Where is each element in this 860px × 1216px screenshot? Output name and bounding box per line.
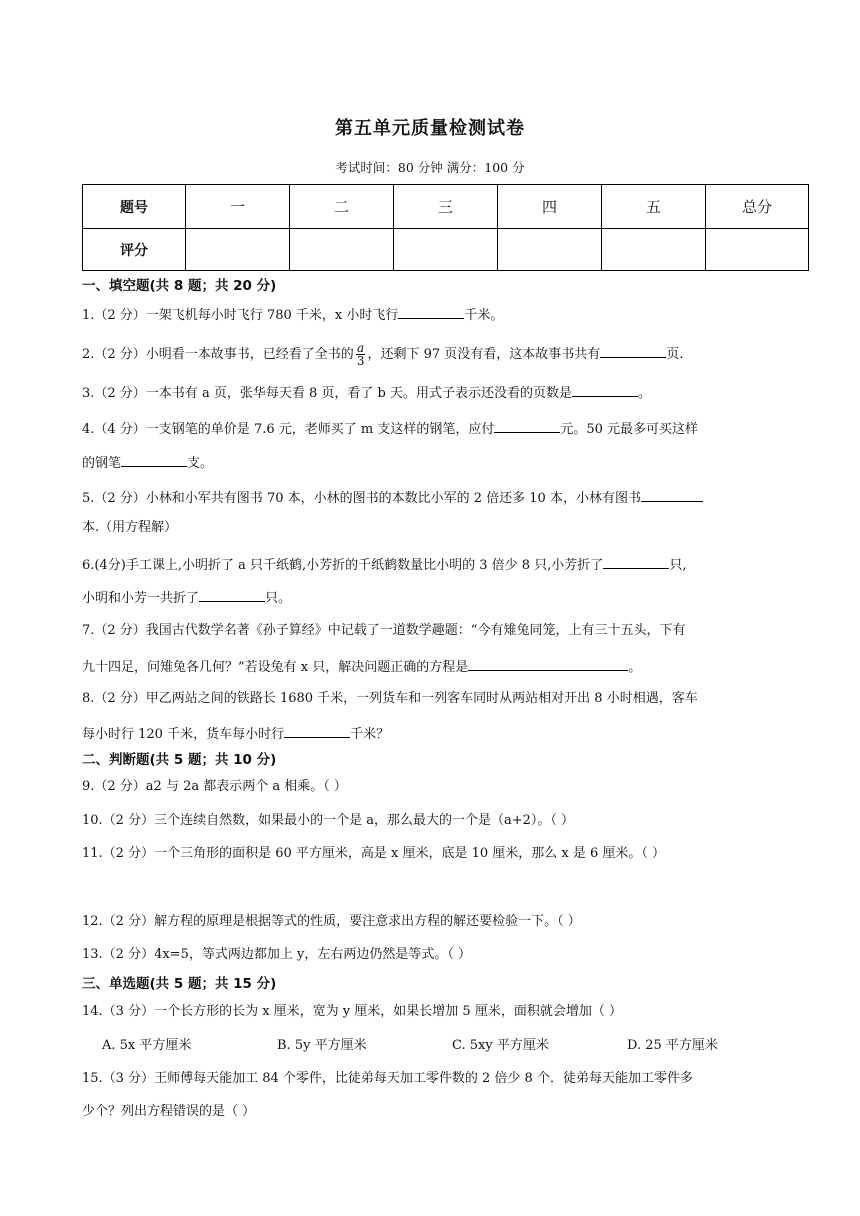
section-heading-single-choice: 三、单选题(共 5 题；共 15 分) xyxy=(82,976,277,992)
answer-blank[interactable] xyxy=(398,304,464,319)
answer-blank[interactable] xyxy=(494,418,560,433)
option-c[interactable]: C. 5xy 平方厘米 xyxy=(452,1038,549,1053)
score-cell[interactable] xyxy=(602,229,706,271)
column-2: 二 xyxy=(290,185,394,229)
question-6: 6.(4分)手工课上,小明折了 a 只千纸鹤,小芳折的千纸鹤数量比小明的 3 倍少 8 只,小芳折了 只, xyxy=(82,554,812,575)
option-a[interactable]: A. 5x 平方厘米 xyxy=(102,1038,192,1053)
question-15-cont: 少个？列出方程错误的是（ ） xyxy=(82,1104,256,1119)
question-number-label: 题号 xyxy=(83,185,186,229)
answer-blank[interactable] xyxy=(199,587,265,602)
question-14-options xyxy=(102,1037,832,1055)
exam-title: 第五单元质量检测试卷 xyxy=(335,118,525,139)
question-12: 12.（2 分）解方程的原理是根据等式的性质，要注意求出方程的解还要检验一下。（ ） xyxy=(82,914,581,929)
question-7: 7.（2 分）我国古代数学名著《孙子算经》中记载了一道数学趣题：“今有雉兔同笼，上有三十五头，下有 xyxy=(82,623,686,638)
question-3: 3.（2 分）一本书有 a 页，张华每天看 8 页，看了 b 天。用式子表示还没看的页数是 。 xyxy=(82,382,812,403)
option-b[interactable]: B. 5y 平方厘米 xyxy=(277,1038,367,1053)
question-14: 14.（3 分）一个长方形的长为 x 厘米，宽为 y 厘米，如果长增加 5 厘米，面积就会增加（ ） xyxy=(82,1004,622,1019)
section-heading-true-false: 二、判断题(共 5 题；共 10 分) xyxy=(82,752,277,768)
section-heading-fill-in: 一、填空题(共 8 题；共 20 分) xyxy=(82,278,277,294)
question-7-cont: 九十四足，问雉兔各几何？”若设兔有 x 只，解决问题正确的方程是 。 xyxy=(82,656,812,677)
answer-blank[interactable] xyxy=(603,554,669,569)
score-table-header-row xyxy=(83,185,809,229)
question-10: 10.（2 分）三个连续自然数，如果最小的一个是 a，那么最大的一个是（a+2）。（ ） xyxy=(82,813,575,828)
question-9: 9.（2 分）a2 与 2a 都表示两个 a 相乘。（ ） xyxy=(82,779,347,794)
answer-blank[interactable] xyxy=(600,343,666,358)
answer-blank[interactable] xyxy=(572,382,638,397)
question-8: 8.（2 分）甲乙两站之间的铁路长 1680 千米，一列货车和一列客车同时从两站相对开出 8 小时相遇，客车 xyxy=(82,691,698,706)
answer-blank[interactable] xyxy=(641,487,703,502)
score-label: 评分 xyxy=(83,229,186,271)
fraction-a-over-3: $\frac{a}{3}$ xyxy=(356,341,365,368)
question-11: 11.（2 分）一个三角形的面积是 60 平方厘米，高是 x 厘米，底是 10 厘米，那么 x 是 6 厘米。（ ） xyxy=(82,846,666,861)
column-3: 三 xyxy=(394,185,498,229)
question-8-cont: 每小时行 120 千米，货车每小时行 千米？ xyxy=(82,723,812,744)
question-13: 13.（2 分）4x=5，等式两边都加上 y，左右两边仍然是等式。（ ） xyxy=(82,947,471,962)
answer-blank[interactable] xyxy=(284,723,350,738)
question-2: 2.（2 分）小明看一本故事书，已经看了全书的 $\frac{a}{3}$ ，还剩下 97 页没有看，这本故事书共有 页. xyxy=(82,341,684,368)
option-d[interactable]: D. 25 平方厘米 xyxy=(627,1038,718,1053)
column-1: 一 xyxy=(186,185,290,229)
question-4-cont: 的钢笔 支。 xyxy=(82,452,812,473)
score-cell[interactable] xyxy=(290,229,394,271)
question-5: 5.（2 分）小林和小军共有图书 70 本，小林的图书的本数比小军的 2 倍还多 10 本，小林有图书 xyxy=(82,487,812,508)
exam-subtitle: 考试时间：80 分钟 满分：100 分 xyxy=(335,160,525,175)
column-total: 总分 xyxy=(706,185,809,229)
score-table-score-row xyxy=(83,229,809,271)
score-cell[interactable] xyxy=(498,229,602,271)
column-5: 五 xyxy=(602,185,706,229)
question-1: 1.（2 分）一架飞机每小时飞行 780 千米，x 小时飞行 千米。 xyxy=(82,304,812,325)
score-table xyxy=(82,184,809,271)
answer-blank[interactable] xyxy=(121,452,187,467)
score-cell[interactable] xyxy=(706,229,809,271)
answer-blank[interactable] xyxy=(468,656,628,671)
question-6-cont: 小明和小芳一共折了 只。 xyxy=(82,587,812,608)
column-4: 四 xyxy=(498,185,602,229)
score-cell[interactable] xyxy=(186,229,290,271)
question-4: 4.（4 分）一支钢笔的单价是 7.6 元，老师买了 m 支这样的钢笔，应付 元。50 元最多可买这样 xyxy=(82,418,812,439)
question-15: 15.（3 分）王师傅每天能加工 84 个零件，比徒弟每天加工零件数的 2 倍少 8 个．徒弟每天能加工零件多 xyxy=(82,1071,693,1086)
score-cell[interactable] xyxy=(394,229,498,271)
question-5-cont: 本.（用方程解） xyxy=(82,520,178,535)
